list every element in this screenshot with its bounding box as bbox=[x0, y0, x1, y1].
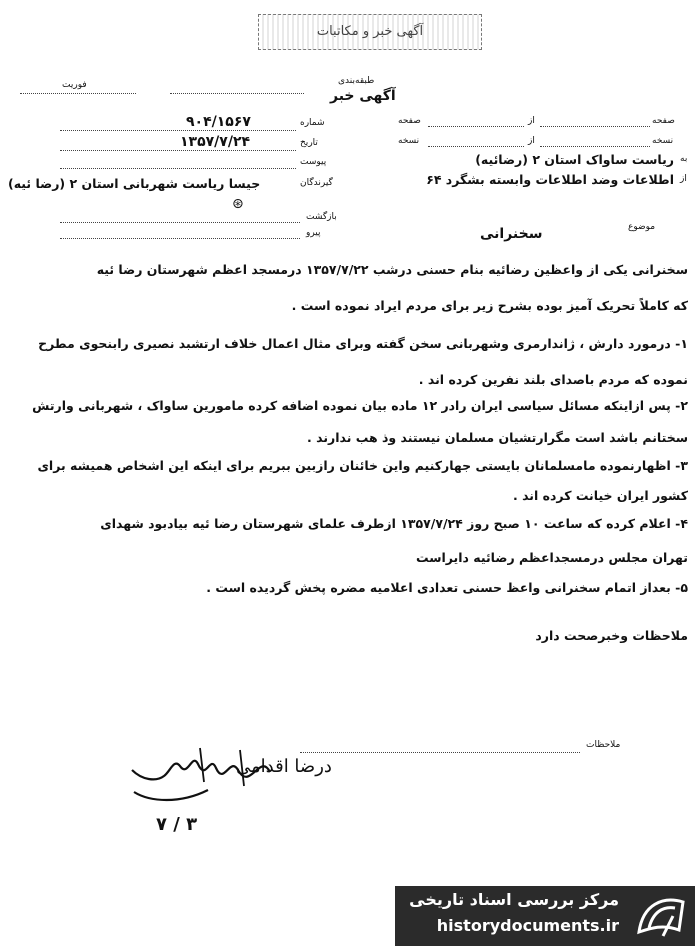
signature-text: درضا اقدامی bbox=[236, 756, 332, 777]
watermark-title: مرکز بررسی اسناد تاریخی bbox=[409, 890, 619, 909]
remarks-field bbox=[300, 752, 580, 753]
body-line: سخنرانی یکی از واعظین رضائیه بنام حسنی درشب ۱۳۵۷/۷/۲۲ درمسجد اعظم شهرستان رضا ئیه bbox=[96, 262, 688, 277]
number-value: ۹۰۴/۱۵۶۷ bbox=[186, 114, 251, 130]
page-label-2: صفحه bbox=[398, 116, 421, 126]
document-type: آگهی خبر bbox=[330, 88, 396, 104]
copy-total-field bbox=[428, 146, 524, 147]
from-label: از bbox=[680, 174, 687, 184]
body-line: سختانم باشد است مگرارتشیان مسلمان نیستند وذ هب ندارند . bbox=[307, 430, 688, 445]
subject-value: سخنرانی bbox=[480, 226, 543, 242]
body-line: نموده که مردم باصدای بلند نفرین کرده اند . bbox=[418, 372, 688, 387]
from-value: اطلاعات وضد اطلاعات وابسته بشگرد ۶۴ bbox=[426, 172, 674, 187]
watermark-url: historydocuments.ir bbox=[436, 916, 619, 935]
to-value: ریاست ساواک استان ۲ (رضائیه) bbox=[475, 152, 674, 167]
followup-field-2 bbox=[60, 238, 300, 239]
from-label-1: از bbox=[528, 116, 535, 126]
date-label: تاریخ bbox=[300, 138, 318, 148]
copy-label: نسخه bbox=[652, 136, 674, 146]
initials: ۳ / ۷ bbox=[156, 814, 198, 835]
to-label: به bbox=[680, 154, 688, 164]
body-line: ۲- پس ازاینکه مسائل سیاسی ایران رادر ۱۲ ماده بیان نموده اضافه کرده مامورین ساواک ، شهربانی وارتش bbox=[32, 398, 688, 413]
body-line: ۳- اظهارنموده مامسلمانان بایستی جهارکنیم واین خائنان رازبین ببریم برای اینکه این اشخاص همیشه برای bbox=[37, 458, 688, 473]
archive-logo-icon bbox=[633, 892, 689, 940]
attachment-label: پیوست bbox=[300, 157, 327, 167]
followup-label-2: پیرو bbox=[306, 228, 321, 238]
number-field bbox=[60, 130, 296, 131]
body-line: کشور ایران خیانت کرده اند . bbox=[512, 488, 688, 503]
body-line: ۵- بعداز اتمام سخنرانی واعظ حسنی تعدادی اعلامیه مضره پخش گردیده است . bbox=[206, 580, 688, 595]
signature bbox=[120, 742, 280, 812]
page-label-1: صفحه bbox=[652, 116, 675, 126]
handwritten-mark: ⊛ bbox=[232, 196, 244, 212]
recipients-value: جیسا ریاست شهربانی استان ۲ (رضا ئیه) bbox=[8, 176, 261, 191]
from-label-2: از bbox=[528, 136, 535, 146]
body-line: که کاملاً تحریک آمیز بوده بشرح زیر برای مردم ایراد نموده است . bbox=[291, 298, 688, 313]
number-label: شماره bbox=[300, 118, 325, 128]
urgency-label: فوریت bbox=[62, 80, 87, 90]
attachment-field bbox=[60, 168, 296, 169]
date-field bbox=[60, 150, 296, 151]
classification-label: طبقه‌بندی bbox=[338, 76, 375, 86]
body-line: ملاحظات وخبرصحت دارد bbox=[535, 628, 688, 643]
signature-scribble bbox=[120, 742, 280, 812]
remarks-label: ملاحظات bbox=[586, 740, 621, 750]
followup-label: بازگشت bbox=[306, 212, 337, 222]
recipients-label: گیرندگان bbox=[300, 178, 333, 188]
header-stamp: آگهی‌ خبر و مکاتبات bbox=[258, 14, 482, 50]
subject-label: موضوع bbox=[628, 222, 656, 232]
date-value: ۱۳۵۷/۷/۲۴ bbox=[180, 134, 251, 150]
urgency-field bbox=[20, 93, 136, 94]
copy-label-2: نسخه bbox=[398, 136, 420, 146]
page-total-field-1 bbox=[428, 126, 524, 127]
page-field-1 bbox=[540, 126, 650, 127]
copy-field bbox=[540, 146, 650, 147]
body-line: ۴- اعلام کرده که ساعت ۱۰ صبح روز ۱۳۵۷/۷/۲۴ ازطرف علمای شهرستان رضا ئیه بیادبود شهدای bbox=[100, 516, 688, 531]
watermark-banner bbox=[395, 886, 695, 946]
body-line: ۱- درمورد دارش ، ژاندارمری وشهربانی سخن گفته وبرای مثال اعمال خلاف ارتشبد نصیری رابنحوی مطرح bbox=[38, 336, 688, 351]
classification-field bbox=[170, 93, 304, 94]
followup-field bbox=[60, 222, 300, 223]
body-line: تهران مجلس درمسجداعظم رضائیه دایراست bbox=[415, 550, 688, 565]
